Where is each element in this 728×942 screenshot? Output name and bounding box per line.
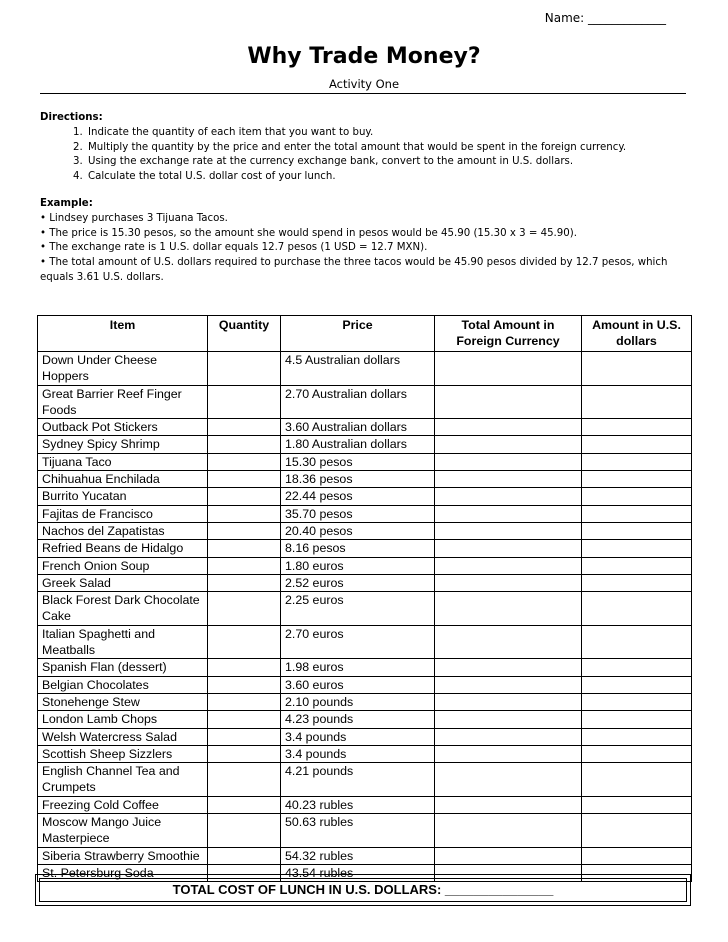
table-row xyxy=(38,847,692,864)
price-cell: 8.16 pesos xyxy=(281,540,435,557)
amount-usd-cell[interactable] xyxy=(582,592,692,626)
quantity-cell[interactable] xyxy=(208,625,281,659)
price-cell: 4.21 pounds xyxy=(281,763,435,797)
amount-usd-cell[interactable] xyxy=(582,522,692,539)
total-foreign-cell[interactable] xyxy=(435,814,582,848)
total-foreign-cell[interactable] xyxy=(435,505,582,522)
total-foreign-cell[interactable] xyxy=(435,592,582,626)
item-cell: Spanish Flan (dessert) xyxy=(38,659,208,676)
amount-usd-cell[interactable] xyxy=(582,847,692,864)
total-foreign-cell[interactable] xyxy=(435,471,582,488)
item-cell: Tijuana Taco xyxy=(38,453,208,470)
item-cell: Outback Pot Stickers xyxy=(38,419,208,436)
table-row xyxy=(38,693,692,710)
total-foreign-cell[interactable] xyxy=(435,676,582,693)
item-cell: Scottish Sheep Sizzlers xyxy=(38,745,208,762)
table-row xyxy=(38,505,692,522)
table-row xyxy=(38,676,692,693)
item-cell: Great Barrier Reef Finger Foods xyxy=(38,385,208,419)
price-cell: 15.30 pesos xyxy=(281,453,435,470)
table-row xyxy=(38,488,692,505)
price-cell: 1.80 Australian dollars xyxy=(281,436,435,453)
item-cell: Refried Beans de Hidalgo xyxy=(38,540,208,557)
item-cell: London Lamb Chops xyxy=(38,711,208,728)
amount-usd-cell[interactable] xyxy=(582,385,692,419)
quantity-cell[interactable] xyxy=(208,352,281,386)
quantity-cell[interactable] xyxy=(208,574,281,591)
total-foreign-cell[interactable] xyxy=(435,352,582,386)
price-cell: 2.52 euros xyxy=(281,574,435,591)
amount-usd-cell[interactable] xyxy=(582,540,692,557)
total-foreign-cell[interactable] xyxy=(435,659,582,676)
price-cell: 4.23 pounds xyxy=(281,711,435,728)
example-heading: Example: xyxy=(40,198,93,209)
total-foreign-cell[interactable] xyxy=(435,574,582,591)
quantity-cell[interactable] xyxy=(208,676,281,693)
table-row xyxy=(38,540,692,557)
item-cell: Chihuahua Enchilada xyxy=(38,471,208,488)
quantity-cell[interactable] xyxy=(208,814,281,848)
amount-usd-cell[interactable] xyxy=(582,352,692,386)
table-row xyxy=(38,763,692,797)
item-cell: Fajitas de Francisco xyxy=(38,505,208,522)
total-foreign-cell[interactable] xyxy=(435,453,582,470)
quantity-cell[interactable] xyxy=(208,557,281,574)
quantity-cell[interactable] xyxy=(208,847,281,864)
amount-usd-cell[interactable] xyxy=(582,693,692,710)
amount-usd-cell[interactable] xyxy=(582,625,692,659)
example-section xyxy=(40,197,690,286)
table-row xyxy=(38,796,692,813)
total-foreign-cell[interactable] xyxy=(435,625,582,659)
total-foreign-cell[interactable] xyxy=(435,436,582,453)
amount-usd-cell[interactable] xyxy=(582,419,692,436)
total-foreign-cell[interactable] xyxy=(435,728,582,745)
direction-step: 3. Using the exchange rate at the currency exchange bank, convert to the amount in U.S. dollars. xyxy=(86,155,690,170)
amount-usd-cell[interactable] xyxy=(582,436,692,453)
table-row xyxy=(38,471,692,488)
quantity-cell[interactable] xyxy=(208,522,281,539)
directions-section xyxy=(40,111,690,185)
total-foreign-cell[interactable] xyxy=(435,693,582,710)
table-row xyxy=(38,592,692,626)
quantity-cell[interactable] xyxy=(208,728,281,745)
item-cell: Stonehenge Stew xyxy=(38,693,208,710)
quantity-cell[interactable] xyxy=(208,592,281,626)
quantity-cell[interactable] xyxy=(208,419,281,436)
total-foreign-cell[interactable] xyxy=(435,522,582,539)
quantity-cell[interactable] xyxy=(208,659,281,676)
example-line: • Lindsey purchases 3 Tijuana Tacos. xyxy=(40,212,228,224)
title-divider xyxy=(40,93,686,94)
price-cell: 54.32 rubles xyxy=(281,847,435,864)
table-row xyxy=(38,625,692,659)
table-row xyxy=(38,745,692,762)
example-line: • The exchange rate is 1 U.S. dollar equals 12.7 pesos (1 USD = 12.7 MXN). xyxy=(40,242,428,254)
quantity-cell[interactable] xyxy=(208,453,281,470)
amount-usd-cell[interactable] xyxy=(582,488,692,505)
quantity-cell[interactable] xyxy=(208,385,281,419)
table-row xyxy=(38,352,692,386)
table-row xyxy=(38,557,692,574)
price-cell: 2.10 pounds xyxy=(281,693,435,710)
total-foreign-cell[interactable] xyxy=(435,419,582,436)
price-cell: 35.70 pesos xyxy=(281,505,435,522)
quantity-cell[interactable] xyxy=(208,471,281,488)
page-title: Why Trade Money? xyxy=(247,44,481,69)
amount-usd-cell[interactable] xyxy=(582,763,692,797)
item-cell: Nachos del Zapatistas xyxy=(38,522,208,539)
price-cell: 3.4 pounds xyxy=(281,728,435,745)
table-row xyxy=(38,711,692,728)
page-subtitle: Activity One xyxy=(328,77,400,91)
total-foreign-cell[interactable] xyxy=(435,540,582,557)
price-cell: 3.60 euros xyxy=(281,676,435,693)
direction-step: 2. Multiply the quantity by the price and enter the total amount that would be spent in the foreign currency. xyxy=(86,141,690,156)
amount-usd-cell[interactable] xyxy=(582,659,692,676)
lunch-table xyxy=(37,315,692,882)
quantity-cell[interactable] xyxy=(208,693,281,710)
directions-heading: Directions: xyxy=(40,112,103,123)
item-cell: Italian Spaghetti and Meatballs xyxy=(38,625,208,659)
price-cell: 3.60 Australian dollars xyxy=(281,419,435,436)
price-cell: 1.98 euros xyxy=(281,659,435,676)
total-foreign-cell[interactable] xyxy=(435,488,582,505)
total-foreign-cell[interactable] xyxy=(435,745,582,762)
price-cell: 20.40 pesos xyxy=(281,522,435,539)
item-cell: Greek Salad xyxy=(38,574,208,591)
header-quantity: Quantity xyxy=(208,316,281,352)
quantity-cell[interactable] xyxy=(208,763,281,797)
direction-step: 4. Calculate the total U.S. dollar cost of your lunch. xyxy=(86,170,690,185)
price-cell: 50.63 rubles xyxy=(281,814,435,848)
quantity-cell[interactable] xyxy=(208,436,281,453)
quantity-cell[interactable] xyxy=(208,505,281,522)
direction-step: 1. Indicate the quantity of each item that you want to buy. xyxy=(86,126,690,141)
quantity-cell[interactable] xyxy=(208,488,281,505)
directions-list xyxy=(40,126,690,185)
total-cost-label[interactable]: TOTAL COST OF LUNCH IN U.S. DOLLARS: _______________ xyxy=(39,878,687,902)
total-foreign-cell[interactable] xyxy=(435,763,582,797)
amount-usd-cell[interactable] xyxy=(582,453,692,470)
amount-usd-cell[interactable] xyxy=(582,471,692,488)
total-foreign-cell[interactable] xyxy=(435,557,582,574)
table-row xyxy=(38,453,692,470)
total-foreign-cell[interactable] xyxy=(435,847,582,864)
item-cell: Belgian Chocolates xyxy=(38,676,208,693)
quantity-cell[interactable] xyxy=(208,540,281,557)
amount-usd-cell[interactable] xyxy=(582,796,692,813)
table-row xyxy=(38,574,692,591)
price-cell: 43.54 rubles xyxy=(281,864,435,881)
price-cell: 3.4 pounds xyxy=(281,745,435,762)
table-row xyxy=(38,814,692,848)
item-cell: St. Petersburg Soda xyxy=(38,864,208,881)
header-amount-usd: Amount in U.S. dollars xyxy=(582,316,692,352)
amount-usd-cell[interactable] xyxy=(582,557,692,574)
amount-usd-cell[interactable] xyxy=(582,814,692,848)
header-item: Item xyxy=(38,316,208,352)
header-total-foreign: Total Amount in Foreign Currency xyxy=(435,316,582,352)
item-cell: French Onion Soup xyxy=(38,557,208,574)
item-cell: Down Under Cheese Hoppers xyxy=(38,352,208,386)
amount-usd-cell[interactable] xyxy=(582,728,692,745)
item-cell: Burrito Yucatan xyxy=(38,488,208,505)
price-cell: 2.70 Australian dollars xyxy=(281,385,435,419)
price-cell: 4.5 Australian dollars xyxy=(281,352,435,386)
item-cell: Sydney Spicy Shrimp xyxy=(38,436,208,453)
total-foreign-cell[interactable] xyxy=(435,711,582,728)
amount-usd-cell[interactable] xyxy=(582,676,692,693)
example-line: • The total amount of U.S. dollars required to purchase the three tacos would be 45.90 pesos divided by 12.7 pesos, which equals 3.61 U.S. dollars. xyxy=(40,257,668,283)
item-cell: Moscow Mango Juice Masterpiece xyxy=(38,814,208,848)
quantity-cell[interactable] xyxy=(208,745,281,762)
example-line: • The price is 15.30 pesos, so the amount she would spend in pesos would be 45.90 (15.30 x 3 = 45.90). xyxy=(40,227,577,239)
item-cell: English Channel Tea and Crumpets xyxy=(38,763,208,797)
table-row xyxy=(38,436,692,453)
table-header-row xyxy=(38,316,692,352)
total-foreign-cell[interactable] xyxy=(435,796,582,813)
table-row xyxy=(38,385,692,419)
amount-usd-cell[interactable] xyxy=(582,574,692,591)
total-cost-box xyxy=(35,874,691,906)
table-row xyxy=(38,419,692,436)
table-row xyxy=(38,728,692,745)
price-cell: 2.25 euros xyxy=(281,592,435,626)
item-cell: Welsh Watercress Salad xyxy=(38,728,208,745)
total-foreign-cell[interactable] xyxy=(435,385,582,419)
amount-usd-cell[interactable] xyxy=(582,745,692,762)
table-row xyxy=(38,522,692,539)
price-cell: 40.23 rubles xyxy=(281,796,435,813)
item-cell: Freezing Cold Coffee xyxy=(38,796,208,813)
name-field[interactable]: Name: _____________ xyxy=(544,11,666,25)
price-cell: 1.80 euros xyxy=(281,557,435,574)
quantity-cell[interactable] xyxy=(208,711,281,728)
price-cell: 2.70 euros xyxy=(281,625,435,659)
amount-usd-cell[interactable] xyxy=(582,505,692,522)
quantity-cell[interactable] xyxy=(208,796,281,813)
table-row xyxy=(38,659,692,676)
item-cell: Siberia Strawberry Smoothie xyxy=(38,847,208,864)
amount-usd-cell[interactable] xyxy=(582,711,692,728)
item-cell: Black Forest Dark Chocolate Cake xyxy=(38,592,208,626)
price-cell: 22.44 pesos xyxy=(281,488,435,505)
header-price: Price xyxy=(281,316,435,352)
price-cell: 18.36 pesos xyxy=(281,471,435,488)
